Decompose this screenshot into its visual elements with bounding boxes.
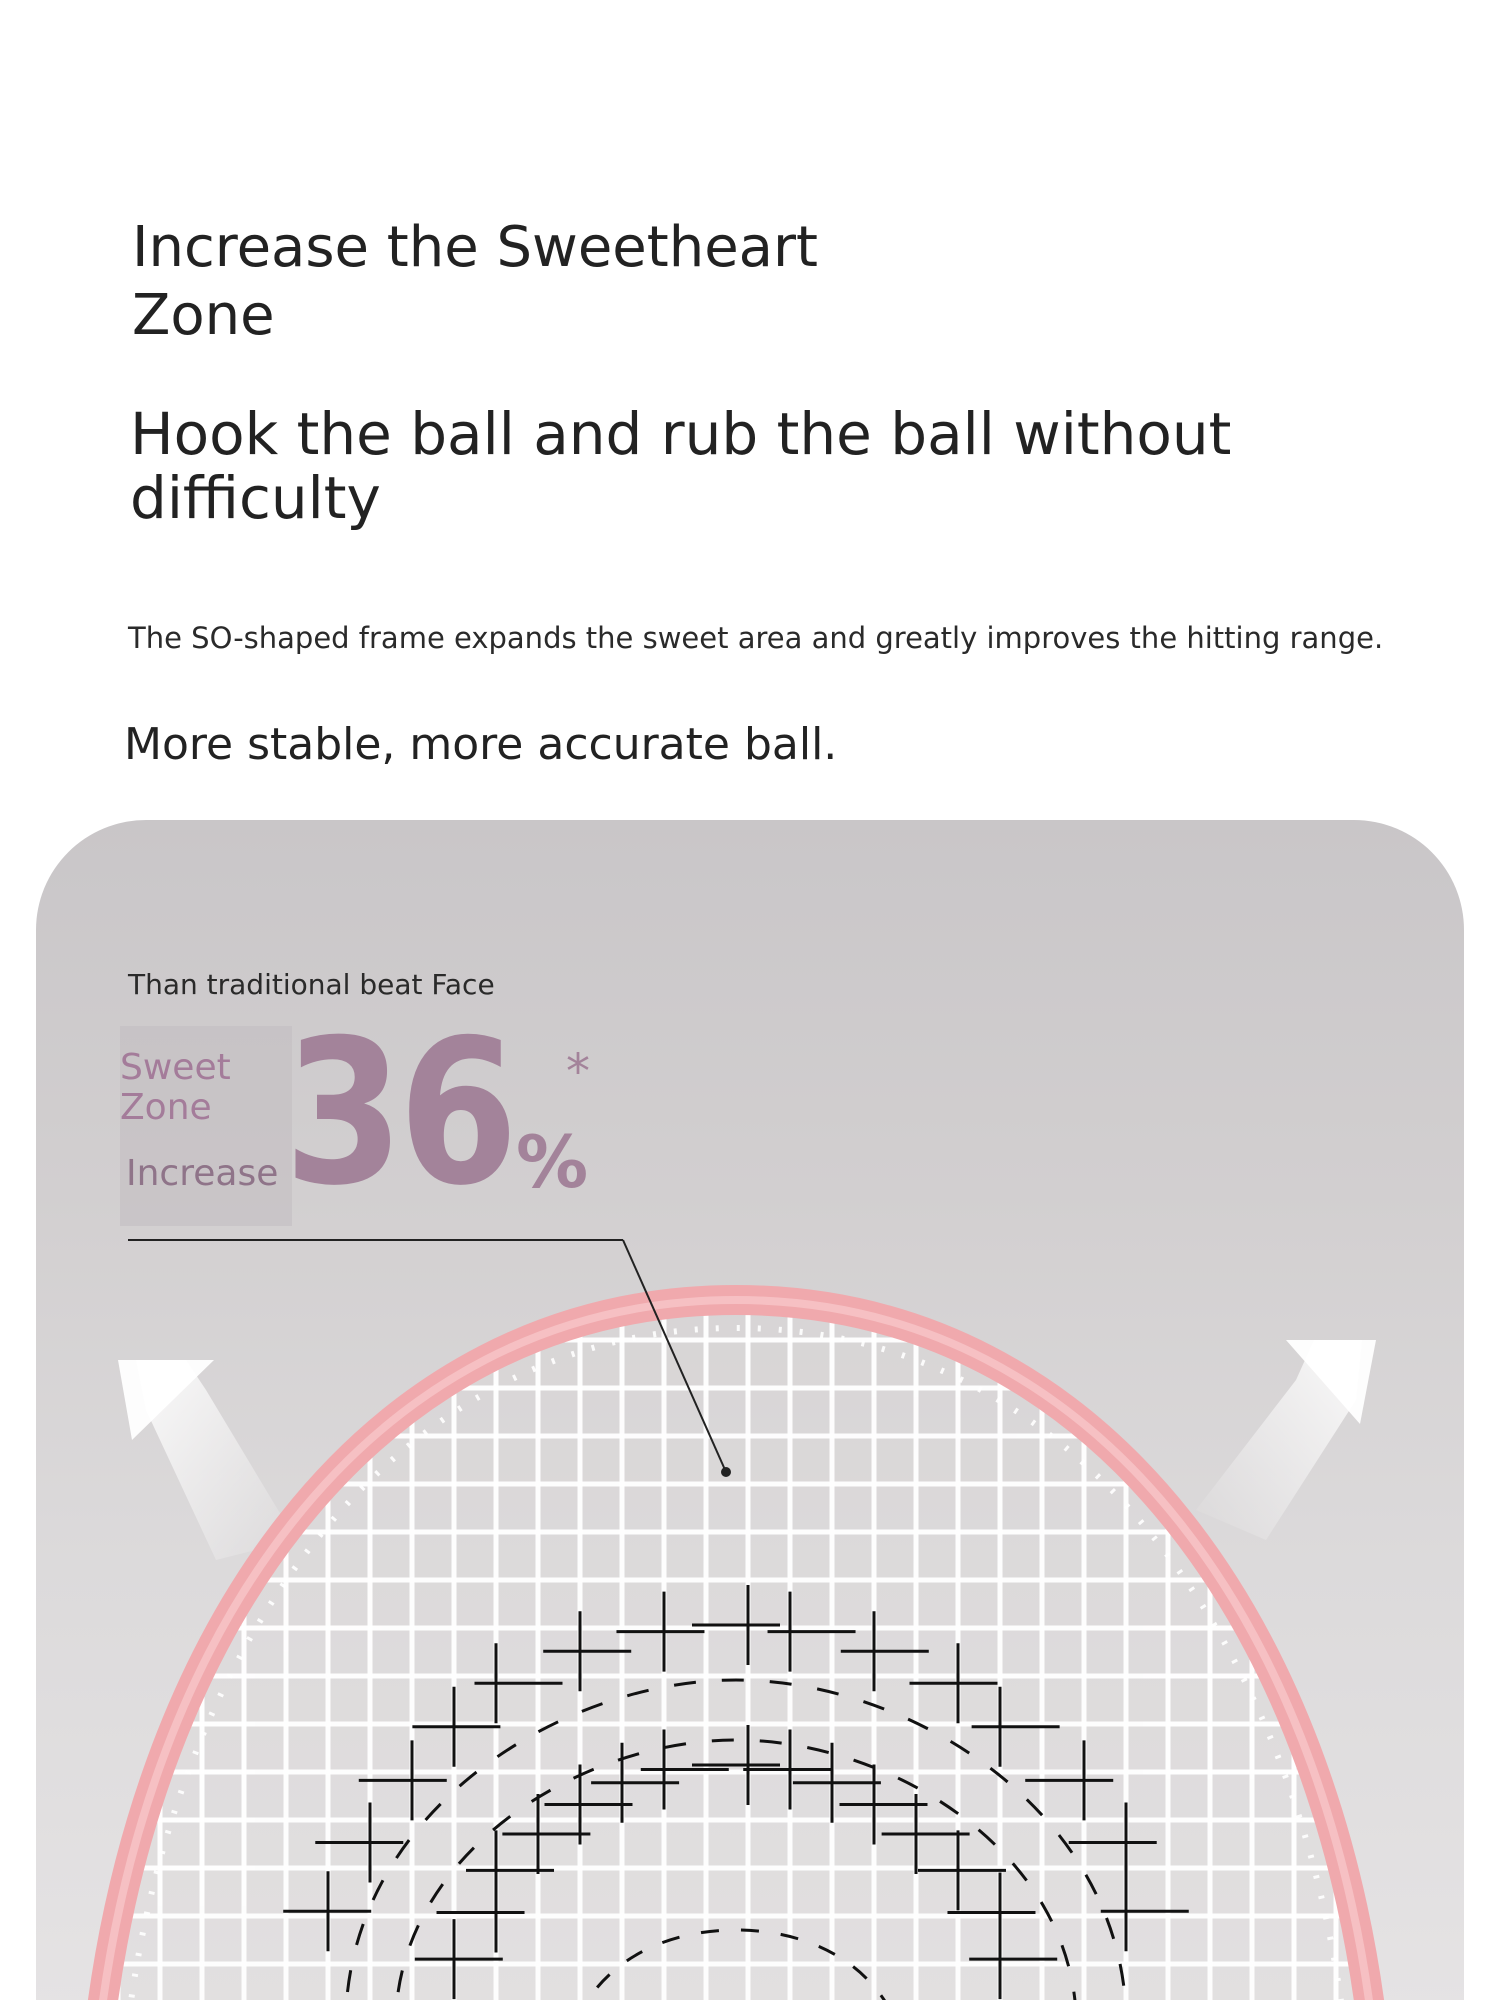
- comparison-label: Than traditional beat Face: [128, 968, 495, 1001]
- racket-illustration-panel: [36, 820, 1464, 2000]
- feature-description: The SO-shaped frame expands the sweet area and greatly improves the hitting range.: [128, 621, 1384, 655]
- page-subtitle: Hook the ball and rub the ball without difficulty: [130, 400, 1232, 532]
- expand-arrow-right-icon: [1196, 1340, 1376, 1540]
- stat-value: 36: [284, 997, 514, 1230]
- page-title: Increase the Sweetheart Zone: [132, 215, 818, 348]
- stat-label-line2: Zone: [120, 1087, 212, 1128]
- stat-unit: %: [516, 1120, 589, 1204]
- stat-label-increase: Increase: [126, 1153, 279, 1194]
- stat-label-line1: Sweet: [120, 1047, 231, 1088]
- footnote-mark: *: [566, 1044, 590, 1100]
- feature-tagline: More stable, more accurate ball.: [124, 719, 838, 770]
